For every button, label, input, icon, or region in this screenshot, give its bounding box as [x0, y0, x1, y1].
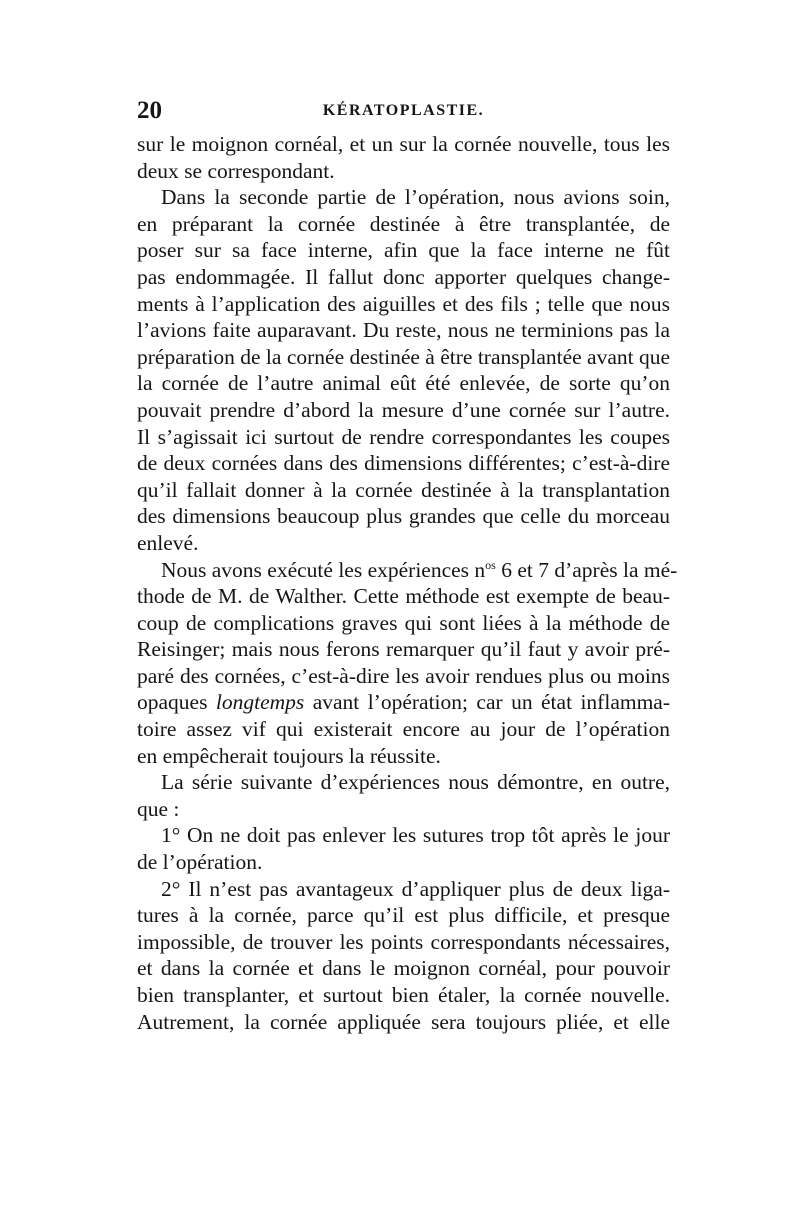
text-line: de l’opération.: [137, 850, 263, 875]
text-line: en préparant la cornée destinée à être transplantée, de: [137, 211, 670, 236]
text-line: Reisinger; mais nous ferons remarquer qu’il faut y avoir pré-: [137, 637, 670, 662]
numbered-point-line: 2° Il n’est pas avantageux d’appliquer plus de deux liga-: [161, 876, 670, 901]
text-line: des dimensions beaucoup plus grandes que celle du morceau: [137, 504, 670, 529]
paragraph-start-line: Dans la seconde partie de l’opération, nous avions soin,: [161, 185, 670, 210]
numbered-point-line: 1° On ne doit pas enlever les sutures trop tôt après le jour: [161, 823, 670, 848]
text-line: en empêcherait toujours la réussite.: [137, 743, 441, 768]
text-line: que :: [137, 796, 180, 821]
text-line: paré des cornées, c’est-à-dire les avoir rendues plus ou moins: [137, 663, 670, 688]
page-number: 20: [137, 97, 162, 124]
text-segment: avant l’opération; car un état inflamma-: [304, 690, 671, 715]
paragraph-start-line: [137, 557, 678, 584]
text-line: thode de M. de Walther. Cette méthode est exempte de beau-: [137, 584, 670, 609]
text-line: préparation de la cornée destinée à être transplantée avant que: [137, 344, 671, 369]
text-line: et dans la cornée et dans le moignon cornéal, pour pouvoir: [137, 956, 670, 981]
paragraph-start-line: La série suivante d’expériences nous démontre, en outre,: [161, 770, 670, 795]
text-line: [137, 689, 670, 716]
running-title: KÉRATOPLASTIE.: [322, 102, 485, 119]
superscript-abbreviation: os: [485, 557, 496, 572]
italic-word: longtemps: [215, 690, 305, 715]
text-line: toire assez vif qui existerait encore au jour de l’opération: [137, 717, 670, 742]
text-line: enlevé.: [137, 530, 199, 555]
text-line: ments à l’application des aiguilles et des fils ; telle que nous: [137, 291, 670, 316]
text-line: deux se correspondant.: [137, 158, 335, 183]
text-line: pouvait prendre d’abord la mesure d’une cornée sur l’autre.: [137, 397, 670, 422]
text-segment: Nous avons exécuté les expériences n: [161, 557, 486, 582]
text-line: Il s’agissait ici surtout de rendre correspondantes les coupes: [137, 424, 670, 449]
body-text: [137, 131, 678, 1035]
text-line: sur le moignon cornéal, et un sur la cornée nouvelle, tous les: [137, 132, 670, 156]
text-segment: opaques: [137, 690, 216, 715]
text-line: Autrement, la cornée appliquée sera toujours pliée, et elle: [137, 1009, 670, 1034]
text-line: impossible, de trouver les points correspondants nécessaires,: [137, 929, 670, 954]
text-line: bien transplanter, et surtout bien étaler, la cornée nouvelle.: [137, 983, 670, 1007]
text-line: de deux cornées dans des dimensions différentes; c’est-à-dire: [137, 451, 670, 476]
text-line: poser sur sa face interne, afin que la face interne ne fût: [137, 238, 670, 263]
text-line: la cornée de l’autre animal eût été enlevée, de sorte qu’on: [137, 371, 670, 396]
text-line: qu’il fallait donner à la cornée destinée à la transplantation: [137, 477, 670, 502]
text-segment: 6 et 7 d’après la mé-: [495, 557, 678, 582]
text-line: tures à la cornée, parce qu’il est plus difficile, et presque: [137, 903, 670, 928]
text-line: l’avions faite auparavant. Du reste, nous ne terminions pas la: [137, 318, 670, 343]
text-line: pas endommagée. Il fallut donc apporter quelques change-: [137, 264, 670, 289]
text-line: coup de complications graves qui sont liées à la méthode de: [137, 610, 670, 635]
running-head: [137, 96, 670, 126]
